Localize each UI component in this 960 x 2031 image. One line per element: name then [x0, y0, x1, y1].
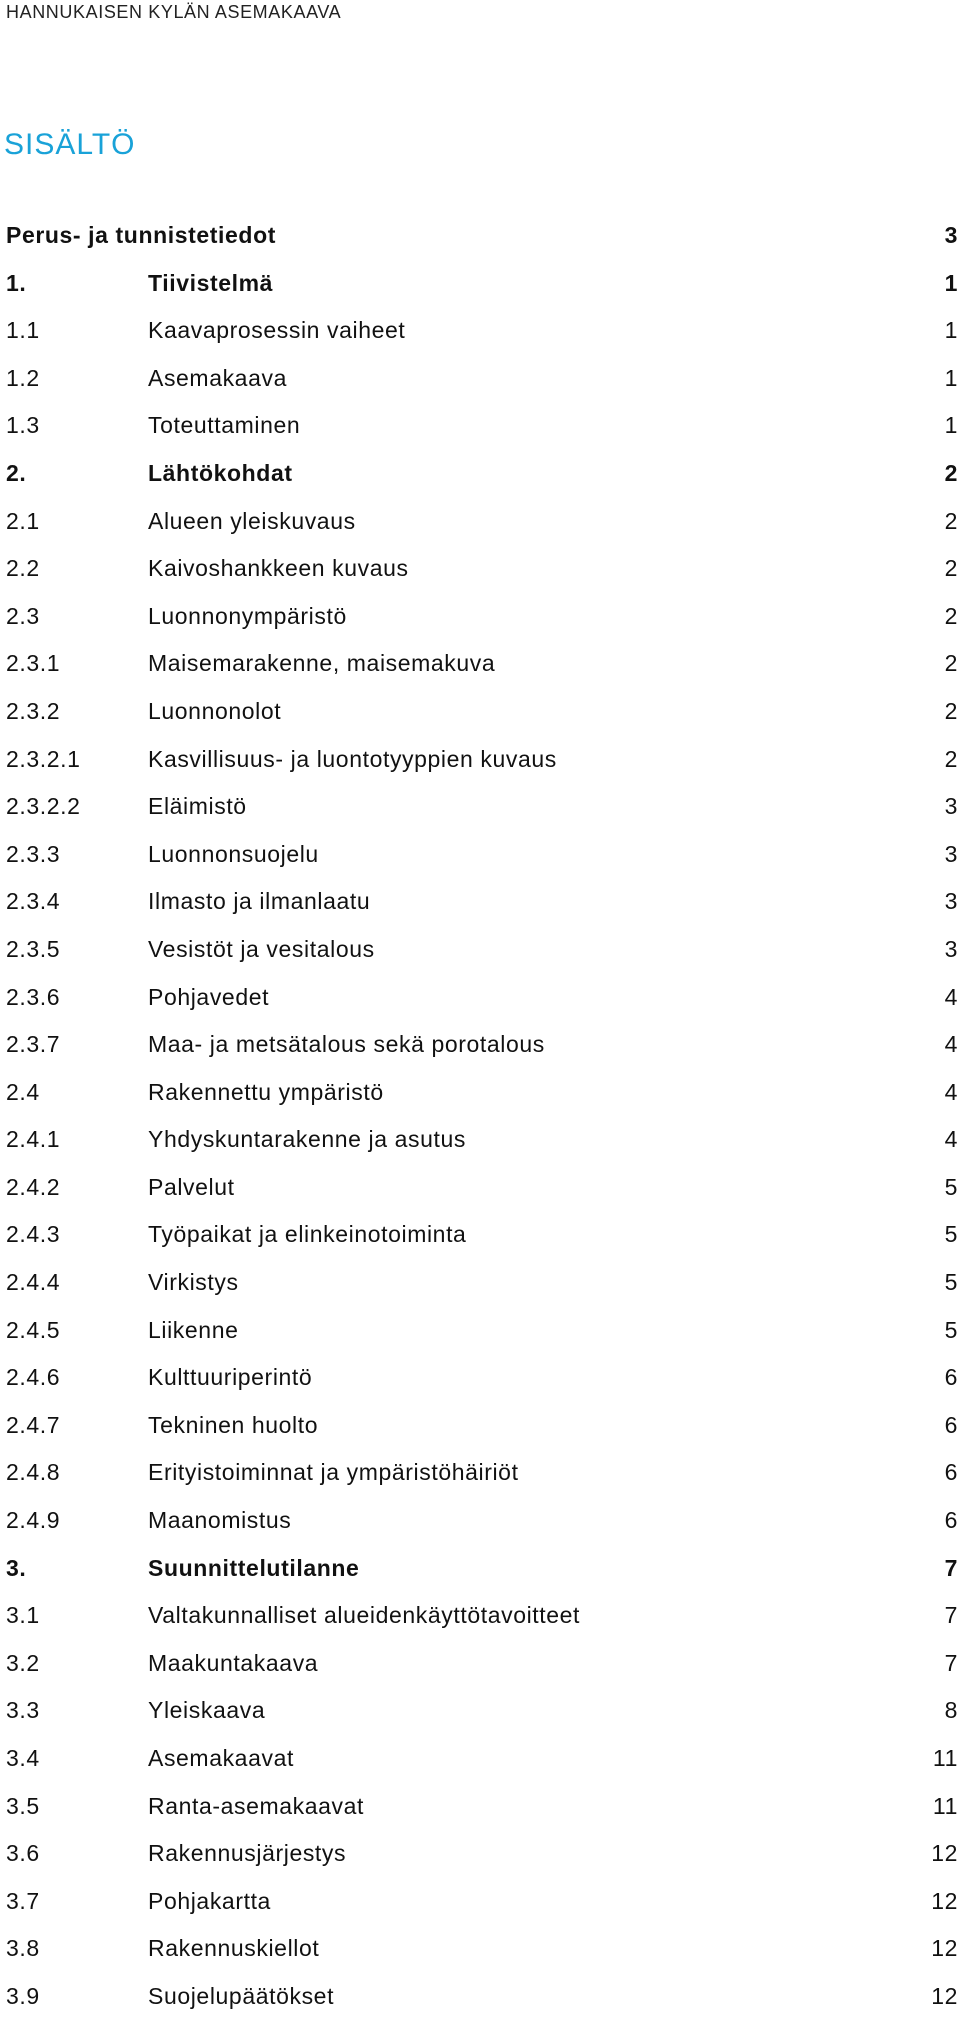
- toc-entry[interactable]: [6, 1602, 958, 1650]
- toc-entry-number: 2.3.2.1: [6, 745, 81, 772]
- toc-entry-label: Pohjavedet: [148, 983, 270, 1010]
- toc-entry[interactable]: [6, 1793, 958, 1841]
- toc-entry[interactable]: [6, 1174, 958, 1222]
- toc-entry-number: 2.4.6: [6, 1364, 61, 1391]
- toc-entry-number: 2.3.2: [6, 697, 61, 724]
- toc-entry-number: 2.3.3: [6, 840, 61, 867]
- toc-entry-number: 2.4: [6, 1078, 40, 1105]
- toc-entry-page-number: 4: [944, 1078, 958, 1105]
- toc-entry-number: 1.2: [6, 364, 40, 391]
- toc-entry[interactable]: [6, 1269, 958, 1317]
- toc-entry-page-number: 3: [944, 935, 958, 962]
- toc-entry-page-number: 1: [944, 269, 958, 296]
- toc-entry-label: Maanomistus: [148, 1507, 292, 1534]
- toc-entry-label: Perus- ja tunnistetiedot: [6, 222, 276, 248]
- toc-entry[interactable]: [6, 555, 958, 603]
- toc-entry-page-number: 2: [944, 602, 958, 629]
- toc-entry-page-number: 3: [944, 840, 958, 867]
- toc-entry[interactable]: [6, 1412, 958, 1460]
- toc-entry-label: Tekninen huolto: [148, 1411, 319, 1438]
- toc-entry-label: Palvelut: [148, 1173, 235, 1200]
- toc-entry-number: 2.4.4: [6, 1269, 61, 1296]
- toc-entry-label: Kulttuuriperintö: [148, 1364, 313, 1391]
- toc-entry-label: Lähtökohdat: [148, 459, 293, 486]
- toc-entry[interactable]: [6, 746, 958, 794]
- toc-entry-label: Pohjakartta: [148, 1887, 271, 1914]
- toc-entry[interactable]: [6, 793, 958, 841]
- toc-entry-number: 3.1: [6, 1602, 40, 1629]
- toc-entry-number: 3.7: [6, 1887, 40, 1914]
- toc-entry-number: 2.3.7: [6, 1031, 61, 1058]
- toc-entry[interactable]: [6, 1840, 958, 1888]
- toc-entry-number: 2.4.5: [6, 1316, 61, 1343]
- toc-entry-page-number: 7: [944, 1602, 958, 1629]
- toc-entry[interactable]: [6, 841, 958, 889]
- toc-entry-page-number: 6: [944, 1364, 958, 1391]
- toc-entry-page-number: 12: [931, 1840, 958, 1867]
- toc-entry-label: Eläimistö: [148, 793, 247, 820]
- toc-entry-page-number: 8: [944, 1697, 958, 1724]
- toc-entry[interactable]: [6, 508, 958, 556]
- toc-entry-number: 2.3.5: [6, 935, 61, 962]
- toc-entry-page-number: 5: [944, 1269, 958, 1296]
- toc-entry-label: Maakuntakaava: [148, 1649, 319, 1676]
- toc-entry[interactable]: [6, 1697, 958, 1745]
- toc-entry[interactable]: [6, 317, 958, 365]
- toc-entry-page-number: 6: [944, 1507, 958, 1534]
- toc-entry-page-number: 5: [944, 1316, 958, 1343]
- toc-entry-number: 2.4.9: [6, 1507, 61, 1534]
- toc-entry-label: Kasvillisuus- ja luontotyyppien kuvaus: [148, 745, 557, 772]
- toc-entry-number: 2.3: [6, 602, 40, 629]
- toc-entry-label: Ilmasto ja ilmanlaatu: [148, 888, 371, 915]
- toc-entry-number: 2.4.2: [6, 1173, 61, 1200]
- toc-entry-page-number: 4: [944, 1126, 958, 1153]
- toc-entry[interactable]: [6, 1983, 958, 2031]
- toc-entry-page-number: 5: [944, 1173, 958, 1200]
- toc-entry-label: Valtakunnalliset alueidenkäyttötavoitteet: [148, 1602, 581, 1629]
- toc-entry-number: 3.6: [6, 1840, 40, 1867]
- toc-entry-page-number: 3: [944, 888, 958, 915]
- toc-entry-label: Rakennettu ympäristö: [148, 1078, 384, 1105]
- toc-entry-page-number: 3: [944, 793, 958, 820]
- toc-entry[interactable]: [6, 460, 958, 508]
- toc-entry-page-number: 3: [944, 222, 958, 248]
- toc-entry-label: Ranta-asemakaavat: [148, 1792, 365, 1819]
- toc-entry-number: 3.9: [6, 1982, 40, 2009]
- toc-entry-label: Työpaikat ja elinkeinotoiminta: [148, 1221, 467, 1248]
- toc-entry-label: Liikenne: [148, 1316, 239, 1343]
- toc-entry-label: Rakennusjärjestys: [148, 1840, 347, 1867]
- running-header: HANNUKAISEN KYLÄN ASEMAKAAVA: [6, 2, 342, 22]
- toc-entry-label: Suojelupäätökset: [148, 1982, 335, 2009]
- toc-entry-number: 1.: [6, 269, 27, 296]
- toc-entry[interactable]: [6, 1507, 958, 1555]
- toc-entry-number: 2.3.1: [6, 650, 61, 677]
- toc-entry-label: Yhdyskuntarakenne ja asutus: [148, 1126, 466, 1153]
- toc-entry-page-number: 11: [932, 1745, 958, 1771]
- toc-entry-page-number: 12: [931, 1935, 958, 1962]
- toc-entry[interactable]: [6, 1364, 958, 1412]
- toc-entry-number: 2.4.1: [6, 1126, 61, 1153]
- toc-entry-label: Suunnittelutilanne: [148, 1554, 360, 1581]
- toc-entry-label: Erityistoiminnat ja ympäristöhäiriöt: [148, 1459, 519, 1486]
- toc-entry-label: Luonnonolot: [148, 697, 282, 724]
- toc-entry[interactable]: [6, 984, 958, 1032]
- toc-entry-label: Rakennuskiellot: [148, 1935, 320, 1962]
- toc-entry-label: Asemakaavat: [148, 1745, 294, 1771]
- toc-entry-page-number: 1: [944, 364, 958, 391]
- toc-entry[interactable]: [6, 1555, 958, 1603]
- toc-entry-page-number: 11: [932, 1792, 958, 1819]
- toc-entry-page-number: 2: [944, 507, 958, 534]
- toc-entry[interactable]: [6, 222, 958, 270]
- toc-entry-page-number: 5: [944, 1221, 958, 1248]
- toc-entry-number: 3.2: [6, 1649, 40, 1676]
- toc-entry-number: 1.1: [6, 317, 40, 344]
- toc-entry[interactable]: [6, 1935, 958, 1983]
- toc-entry-page-number: 1: [944, 412, 958, 439]
- toc-entry[interactable]: [6, 698, 958, 746]
- toc-entry[interactable]: [6, 603, 958, 651]
- toc-entry-number: 2.3.2.2: [6, 793, 81, 820]
- toc-entry-label: Toteuttaminen: [148, 412, 301, 439]
- toc-entry-page-number: 7: [944, 1554, 958, 1581]
- toc-entry[interactable]: [6, 412, 958, 460]
- toc-entry-label: Luonnonsuojelu: [148, 840, 319, 867]
- toc-entry-number: 3.4: [6, 1745, 40, 1771]
- toc-entry-label: Asemakaava: [148, 364, 287, 391]
- page-title: SISÄLTÖ: [4, 128, 136, 161]
- toc-entry[interactable]: [6, 888, 958, 936]
- toc-entry-number: 3.8: [6, 1935, 40, 1962]
- toc-entry-number: 1.3: [6, 412, 40, 439]
- toc-entry-page-number: 12: [931, 1887, 958, 1914]
- toc-entry-number: 2.3.6: [6, 983, 61, 1010]
- table-of-contents: [6, 222, 958, 2031]
- toc-entry[interactable]: [6, 1459, 958, 1507]
- toc-entry-number: 2.3.4: [6, 888, 61, 915]
- toc-entry-number: 2.4.8: [6, 1459, 61, 1486]
- toc-entry[interactable]: [6, 1888, 958, 1936]
- toc-entry[interactable]: [6, 936, 958, 984]
- toc-entry-number: 2.2: [6, 555, 40, 582]
- toc-entry-label: Maa- ja metsätalous sekä porotalous: [148, 1031, 545, 1058]
- toc-entry[interactable]: [6, 1317, 958, 1365]
- toc-entry-number: 2.4.3: [6, 1221, 61, 1248]
- toc-entry-number: 2.4.7: [6, 1411, 61, 1438]
- toc-entry-label: Kaavaprosessin vaiheet: [148, 317, 406, 344]
- toc-entry-number: 2.: [6, 459, 27, 486]
- toc-entry-number: 3.5: [6, 1792, 40, 1819]
- toc-entry[interactable]: [6, 1126, 958, 1174]
- toc-entry-page-number: 2: [944, 697, 958, 724]
- toc-entry-label: Kaivoshankkeen kuvaus: [148, 555, 409, 582]
- toc-entry-label: Maisemarakenne, maisemakuva: [148, 650, 496, 677]
- toc-entry-page-number: 1: [944, 317, 958, 344]
- toc-entry[interactable]: [6, 1745, 958, 1793]
- toc-entry[interactable]: [6, 1031, 958, 1079]
- toc-entry-number: 3.: [6, 1554, 27, 1581]
- toc-entry-page-number: 4: [944, 983, 958, 1010]
- toc-entry-label: Luonnonympäristö: [148, 602, 347, 629]
- toc-entry-page-number: 7: [944, 1649, 958, 1676]
- toc-entry-page-number: 2: [944, 745, 958, 772]
- toc-entry-label: Virkistys: [148, 1269, 239, 1296]
- toc-entry-page-number: 2: [944, 650, 958, 677]
- toc-entry-number: 3.3: [6, 1697, 40, 1724]
- toc-entry-label: Yleiskaava: [148, 1697, 266, 1724]
- toc-entry-page-number: 6: [944, 1411, 958, 1438]
- toc-entry[interactable]: [6, 270, 958, 318]
- toc-entry[interactable]: [6, 1079, 958, 1127]
- toc-entry[interactable]: [6, 650, 958, 698]
- toc-entry[interactable]: [6, 1221, 958, 1269]
- toc-entry-page-number: 12: [931, 1982, 958, 2009]
- toc-entry[interactable]: [6, 1650, 958, 1698]
- toc-entry-label: Tiivistelmä: [148, 269, 274, 296]
- toc-entry[interactable]: [6, 365, 958, 413]
- toc-entry-label: Alueen yleiskuvaus: [148, 507, 356, 534]
- toc-entry-page-number: 2: [944, 459, 958, 486]
- toc-entry-number: 2.1: [6, 507, 40, 534]
- toc-entry-page-number: 4: [944, 1031, 958, 1058]
- toc-entry-label: Vesistöt ja vesitalous: [148, 935, 375, 962]
- toc-entry-page-number: 6: [944, 1459, 958, 1486]
- toc-entry-page-number: 2: [944, 555, 958, 582]
